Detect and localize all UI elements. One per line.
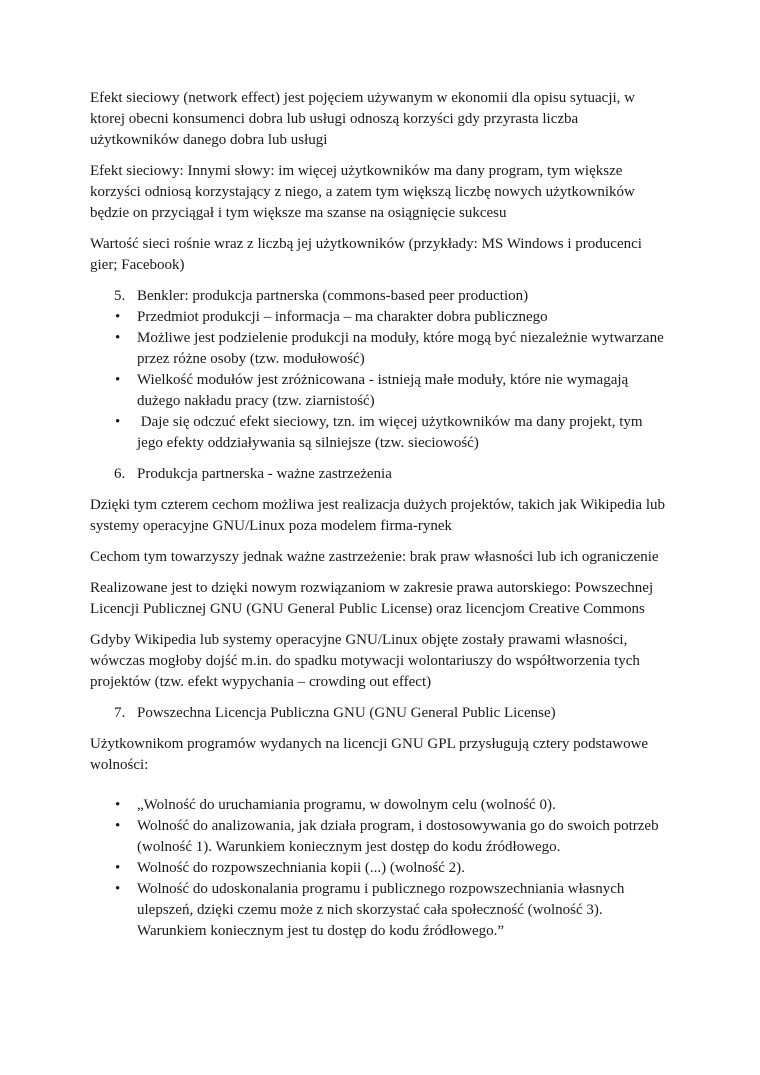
list-item: • Daje się odczuć efekt sieciowy, tzn. im więcej użytkowników ma dany projekt, tym jego efekty oddziaływania są silniejsze (tzw. sieciowość) xyxy=(115,414,647,451)
section-title: Powszechna Licencja Publiczna GNU (GNU General Public License) xyxy=(137,705,556,721)
paragraph-four-freedoms-intro: Użytkownikom programów wydanych na licencji GNU GPL przysługują cztery podstawowe wolności: xyxy=(90,736,649,773)
bullet-icon: • xyxy=(115,330,121,346)
spacer xyxy=(90,786,670,795)
list-item: • Wielkość modułów jest zróżnicowana - istnieją małe moduły, które nie wymagają dużego nakładu pracy (tzw. ziarnistość) xyxy=(115,372,629,409)
paragraph-network-effect-other-words: Efekt sieciowy: Innymi słowy: im więcej użytkowników ma dany program, tym większe korzyści odniosą korzystający z niego, a zatem tym większą liczbę nowych użytkowników będzie on przyciągał i tym większe ma szanse na osiągnięcie sukcesu xyxy=(90,163,635,221)
bullet-icon: • xyxy=(115,309,121,325)
benkler-bullet-list xyxy=(90,307,670,454)
bullet-icon: • xyxy=(115,797,121,813)
bullet-icon: • xyxy=(115,372,121,388)
paragraph-crowding-out: Gdyby Wikipedia lub systemy operacyjne GNU/Linux objęte zostały prawami własności, wówczas mogłoby dojść m.in. do spadku motywacji wolontariuszy do współtworzenia tych projektów (tzw. efekt wypychania – crowding out effect) xyxy=(90,632,640,690)
list-item: • Możliwe jest podzielenie produkcji na moduły, które mogą być niezależnie wytwarzane przez różne osoby (tzw. modułowość) xyxy=(115,330,664,367)
section-heading-5 xyxy=(90,286,670,307)
paragraph-copyright-solutions: Realizowane jest to dzięki nowym rozwiązaniom w zakresie prawa autorskiego: Powszechnej Licencji Publicznej GNU (GNU General Public License) oraz licencjom Creative Commons xyxy=(90,580,654,617)
list-item: • Wolność do analizowania, jak działa program, i dostosowywania go do swoich potrzeb (wolność 1). Warunkiem koniecznym jest dostęp do kodu źródłowego. xyxy=(115,818,659,855)
section-heading-7 xyxy=(90,703,670,724)
section-number: 6. xyxy=(114,466,126,482)
paragraph-network-value: Wartość sieci rośnie wraz z liczbą jej użytkowników (przykłady: MS Windows i producenci gier; Facebook) xyxy=(90,236,642,273)
list-item: • Wolność do rozpowszechniania kopii (...) (wolność 2). xyxy=(90,858,670,879)
bullet-icon: • xyxy=(115,881,121,897)
section-heading-6 xyxy=(90,464,670,485)
section-number: 7. xyxy=(114,705,126,721)
section-title: Produkcja partnerska - ważne zastrzeżenia xyxy=(137,466,392,482)
paragraph-network-effect-definition: Efekt sieciowy (network effect) jest pojęciem używanym w ekonomii dla opisu sytuacji, w ktorej obecni konsumenci dobra lub usługi odnoszą korzyści gdy przyrasta liczba użytkowników danego dobra lub usługi xyxy=(90,90,635,148)
list-item: • Wolność do udoskonalania programu i publicznego rozpowszechniania własnych ulepszeń, dzięki czemu może z nich skorzystać cała społeczność (wolność 3). Warunkiem koniecznym jest tu dostęp do kodu źródłowego.” xyxy=(115,881,625,939)
list-item: • „Wolność do uruchamiania programu, w dowolnym celu (wolność 0). xyxy=(90,795,670,816)
bullet-icon: • xyxy=(115,414,121,430)
document-body xyxy=(90,88,670,952)
paragraph-four-features: Dzięki tym czterem cechom możliwa jest realizacja dużych projektów, takich jak Wikipedia lub systemy operacyjne GNU/Linux poza modelem firma-rynek xyxy=(90,497,666,534)
section-number: 5. xyxy=(114,288,126,304)
section-title: Benkler: produkcja partnerska (commons-based peer production) xyxy=(137,288,529,304)
bullet-icon: • xyxy=(115,860,121,876)
freedoms-bullet-list xyxy=(90,795,670,942)
bullet-icon: • xyxy=(115,818,121,834)
list-item: • Przedmiot produkcji – informacja – ma charakter dobra publicznego xyxy=(90,307,670,328)
paragraph-reservation: Cechom tym towarzyszy jednak ważne zastrzeżenie: brak praw własności lub ich ograniczenie xyxy=(90,549,659,565)
